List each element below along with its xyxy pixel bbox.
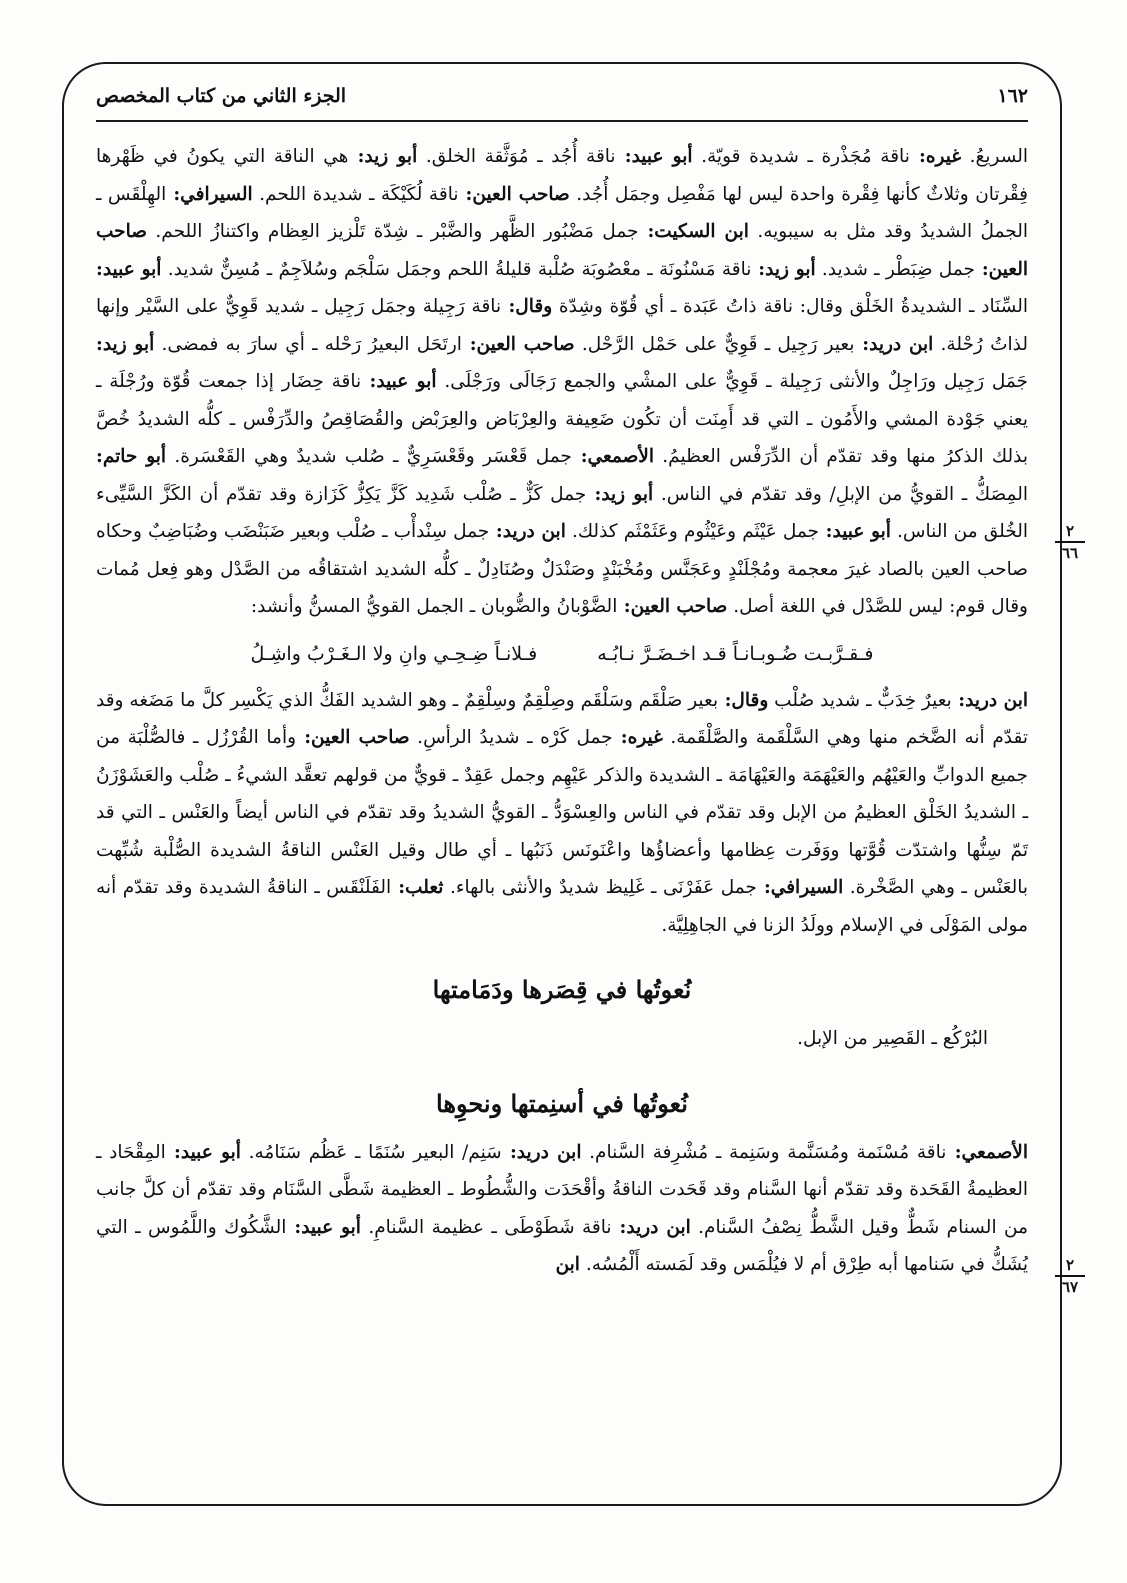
text-run: ناقة أُجُد ـ مُوَثَّقة الخلق. <box>417 146 616 167</box>
text-run: بعيرٌ خِدَبٌّ ـ شديد صُلْب <box>768 689 952 711</box>
source-name: ثعلب: <box>391 877 444 898</box>
text-run: المِصَكُّ ـ القويُّ من الإبلِ/ وقد تقدّم في الناس. <box>653 483 1028 505</box>
text-run: الشَّكُوك واللَّمُوس ـ التي يُشَكُّ في سَنامها أبه طِرْق أم لا فيُلْمَس وقد لَمَسته أَلْمُسُه. <box>96 1216 1028 1275</box>
paragraph-2 <box>96 682 1028 945</box>
source-name: السيرافي: <box>756 877 844 898</box>
text-run: سَنِم/ البعير سُنَمًا ـ عَظُم سَنَامُه. <box>240 1141 502 1163</box>
text-run: ناقة مُجَذْرة ـ شديدة قويّة. <box>692 146 910 167</box>
text-run: جمل كَزٌّ ـ صُلْب شَدِيد كَزَّ يَكِزُّ كَزَازة وقد تقدّم أن الكَزَّ السَّيِّىء الخُلق من الناس. <box>96 483 1029 542</box>
text-run: جَمَل رَجِيل ورَاجِلٌ والأنثى رَجِيلة ـ قَوِيٌّ على المشْي والجمع رَجَالَى ورَجْلَى. <box>436 371 1028 392</box>
running-title: الجزء الثاني من كتاب المخصص <box>96 85 347 107</box>
text-run: السريعُ. <box>961 146 1028 167</box>
source-name: أبو زيد: <box>348 146 418 167</box>
verse-first-hemistich: فـقـرَّبـت ضُـوبـانـاً قـد اخـضَـرَّ نـابُـه <box>597 642 874 665</box>
text-run: الضَّوْبانُ والضُّوبان ـ الجمل القويُّ المسنُّ وأنشد: <box>250 596 618 617</box>
source-name: أبو حاتم: <box>96 446 167 467</box>
source-name: صاحب العين: <box>617 596 728 617</box>
text-run: الفَلَنْقَس ـ الناقةُ الشديدة وقد تقدّم أنه مولى المَوْلَى في الإسلام وولَدُ الزنا في الجاهِلِيَّة. <box>96 877 1028 936</box>
margin-note-66 <box>1050 523 1090 561</box>
text-run: المِقْحَاد ـ العظيمةُ القَحَدة وقد تقدّم أنها السَّنام وقد قَحَدت الناقةُ وأقْحَدَت والشُّطُوط ـ العظيمة شَطَّى السَّنَام وقد تقدّم أن كلَّ جانب من السنام شَطٌّ وقيل الشَّطُّ نِصْفُ السَّنام. <box>96 1141 1028 1238</box>
source-name: أبو عبيد: <box>361 371 437 392</box>
margin-note-bottom: ٦٧ <box>1061 1277 1079 1296</box>
source-name: غيره: <box>612 727 663 748</box>
margin-note-top: ٢ <box>1065 522 1075 540</box>
page-body <box>96 138 1028 1284</box>
text-run: جمل عَفَرْنَى ـ غَلِيظ شديدٌ والأنثى بالهاء. <box>443 877 757 898</box>
source-name: أبو زيد: <box>751 258 816 280</box>
source-name: الأصمعي: <box>946 1141 1028 1163</box>
source-name: صاحب العين: <box>458 183 570 205</box>
paragraph-1 <box>96 138 1028 626</box>
text-run: ناقة مُسْنَمة ومُسَنَّمة وسَنِمة ـ مُشْرِفة السَّنام. <box>581 1141 947 1163</box>
text-run: وأما القُرْزُل ـ فالصُّلْبَة من جميع الدوابِّ والعَيْهُم والعَيْهَمَة والعَيْهَامَة ـ الشديدة والذكر عَيْهِم وجمل عَقِدٌ ـ قويٌّ من قولهم تعقَّد الشيءُ ـ صُلْب والعَشَوْزَنُ ـ الشديدُ الخَلْق العظيمُ من الإبل وقد تقدّم في الناس والعِسْوَدُّ ـ القويُّ الشديدُ وقد تقدّم في الناس أيضاً والعَنْس ـ التي قد تَمّ سِنُّها واشتدّت قُوَّتها ووَفَرت عِظامها وأعضاؤُها واعْنَونَس ذَنَبُها ـ أي طال وقيل العَنْس الناقةُ الشديدة الصُّلْبة شُبِّهت بالعَنْس ـ وهي الصَّخْرة. <box>96 727 1028 898</box>
source-name: أبو عبيد: <box>615 146 693 167</box>
source-name: ابن دريد: <box>489 521 566 542</box>
source-name: ابن دريد: <box>951 689 1028 711</box>
text-run: السِّنَاد ـ الشديدةُ الخَلْق وقال: ناقة ذاتُ عَبَدة ـ أي قُوّة وشِدّة <box>552 296 1028 317</box>
text-run: جمل كَرْه ـ شديدُ الرأسِ. <box>409 727 613 748</box>
source-name: صاحب العين: <box>461 333 575 355</box>
text-run: بعير صَلْقَم وسَلْقَم وصِلْقِمٌ وسِلْقِمٌ ـ وهو الشديد الفَكُّ الذي يَكْسِر كلَّ ما مَضَغه وقد تقدّم أنه الضَّخم منها وهي السَّلْقَمة والصَّلْقَمة. <box>96 689 1028 748</box>
verse-second-hemistich: فـلانـاً ضِـحِـي وانِ ولا الـغَـرْبُ واشِـلُ <box>250 642 538 665</box>
definition-line: البُرْكُع ـ القَصِير من الإبل. <box>797 1028 988 1049</box>
source-name: وقال: <box>501 296 553 317</box>
margin-note-67 <box>1050 1257 1090 1295</box>
text-run: جمل قَعْسَر وقَعْسَرِيٌّ ـ صُلب شديدٌ وهي القَعْسَرة. <box>166 446 572 467</box>
section-heading-humps: نُعوتُها في أسنِمتها ونحوِها <box>436 1088 688 1118</box>
page-header <box>96 76 1028 116</box>
source-name: السيرافي: <box>166 183 253 205</box>
text-run: جمل ضِبَطْر ـ شديد. <box>815 258 975 280</box>
source-name: ابن دريد: <box>501 1141 582 1163</box>
poetry-verse <box>96 634 1028 674</box>
text-run: هي الناقة التي يكونُ في ظَهْرها فِقْرتان وثلاثٌ كأنها فِقْرة واحدة ليس لها مَفْصِل وجمَل أُجُد. <box>96 146 1028 205</box>
source-name: أبو عبيد: <box>96 258 162 280</box>
paragraph-3 <box>96 1134 1028 1284</box>
source-name: ابن <box>555 1254 580 1275</box>
source-name: ابن السكيت: <box>638 221 749 242</box>
text-run: ناقة رَجِيلة وجمَل رَجِيل ـ شديد قَوِيٌّ على السَّيْر وإنها لذاتُ رُحْلة. <box>96 296 1028 355</box>
text-run: جمل سِنْدأْب ـ صُلْب وبعير ضَبَنْضَب وضُبَاضِبٌ وحكاه صاحب العين بالصاد غيرَ معجمة ومُجْلَنْدٍ وعَجَنَّس ومُخْبَنْدٍ وصَنْدَلٌ وصُنَادِلٌ ـ كلُّه الشديد اشتقاقُه من الصَّدْل وهو فِعل مُمات وقال قوم: ليس للصَّدْل في اللغة أصل. <box>96 521 1028 617</box>
page-number: ١٦٢ <box>997 85 1028 107</box>
source-name: ابن دريد: <box>854 333 934 355</box>
source-name: أبو عبيد: <box>819 521 891 542</box>
source-name: أبو زيد: <box>96 333 155 355</box>
text-run: ناقة حِضَار إذا جمعت قُوّة ورُجْلَة ـ يعني جَوْدة المشي والأَمُون ـ التي قد أَمِنَت أن تكُون ضَعِيفة والعِرْبَاض والعِرَبْض والقُصَاقِصُ والدِّرَفْس ـ كلُّه الشديدُ خُصَّ بذلك الذكرُ منها وقد تقدّم أن الدِّرَفْس العظيمُ. <box>96 371 1028 467</box>
source-name: غيره: <box>909 146 962 167</box>
margin-note-bar <box>1055 1275 1085 1277</box>
text-run: جمل مَضْبُور الظَّهر والضَّبْر ـ شِدّة تَلْزيز العِظام واكتنازُ اللحم. <box>146 221 639 242</box>
text-run: ناقة لُكَيْكَة ـ شديدة اللحم. <box>252 183 459 205</box>
text-run: الهِلْقَس ـ الجملُ الشديدُ وقد مثل به سيبويه. <box>96 183 1028 242</box>
source-name: أبو عبيد: <box>165 1141 241 1163</box>
source-name: ابن دريد: <box>611 1216 691 1238</box>
text-run: ارتَحَل البعيرُ رَحْله ـ أي سارَ به فمضى. <box>154 333 462 355</box>
section-heading-shortness: نُعوتُها في قِصَرها ودَمَامتها <box>432 975 692 1004</box>
source-name: وقال: <box>718 689 769 711</box>
source-name: صاحب العين: <box>296 727 410 748</box>
text-run: ناقة شَطَوْطَى ـ عظيمة السَّنامِ. <box>360 1216 612 1238</box>
text-run: ناقة مَسْنُونَة ـ معْصُوبَة صُلْبة قليلةُ اللحم وجمَل سَلْجَم وسُلاَجِمٌ ـ مُسِنٌّ شديد. <box>161 258 752 280</box>
header-rule <box>96 120 1028 122</box>
margin-note-bar <box>1055 541 1085 543</box>
margin-note-top: ٢ <box>1065 1256 1075 1274</box>
text-run: بعير رَجِيل ـ قَوِيٌّ على حَمْل الرَّحْل. <box>574 333 855 355</box>
source-name: الأصمعي: <box>571 446 654 467</box>
text-run: جمل عَيْثَم وعَيْثُوم وعَثَمْثَم كذلك. <box>565 521 819 542</box>
source-name: أبو عبيد: <box>286 1216 361 1238</box>
source-name: صاحب العين: <box>96 221 1029 280</box>
source-name: أبو زيد: <box>586 483 654 505</box>
margin-note-bottom: ٦٦ <box>1061 543 1079 562</box>
